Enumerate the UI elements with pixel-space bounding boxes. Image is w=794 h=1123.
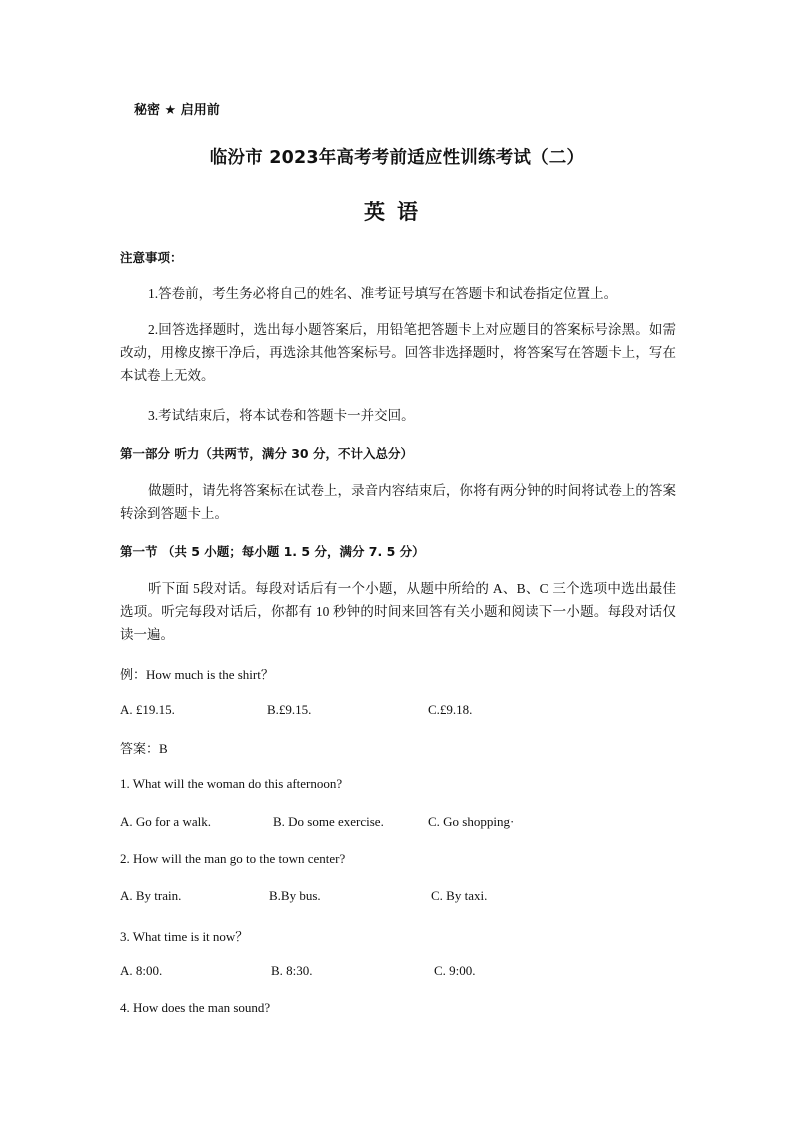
notice-item-2: 2.回答选择题时，选出每小题答案后，用铅笔把答题卡上对应题目的答案标号涂黑。如需改动，用橡皮擦干净后，再选涂其他答案标号。回答非选择题时，将答案写在答题卡上，写在本试卷上无效。: [120, 322, 676, 383]
question-1-option-b: B. Do some exercise.: [273, 814, 384, 829]
section1-heading: 第一节 （共 5 小题；每小题 1. 5 分，满分 7. 5 分）: [120, 544, 425, 559]
question-3-option-a: A. 8:00.: [120, 963, 163, 978]
notice-heading: 注意事项：: [120, 250, 183, 265]
question-1: 1. What will the woman do this afternoon?: [120, 776, 343, 791]
section1-instruction: 听下面 5段对话。每段对话后有一个小题，从题中所给的 A、B、C 三个选项中选出最佳选项。听完每段对话后，你都有 10 秒钟的时间来回答有关小题和阅读下一小题。每段对话仅读一遍。: [120, 581, 676, 642]
part1-instruction: 做题时，请先将答案标在试卷上，录音内容结束后，你将有两分钟的时间将试卷上的答案转涂到答题卡上。: [120, 483, 676, 521]
question-2-option-c: C. By taxi.: [431, 888, 488, 903]
question-1-option-c: C. Go shopping·: [428, 814, 515, 829]
part1-heading: 第一部分 听力（共两节，满分 30 分，不计入总分）: [120, 446, 413, 461]
example-question: 例：How much is the shirt？: [120, 667, 274, 682]
question-2-option-b: B.By bus.: [269, 888, 321, 903]
example-option-b: B.£9.15.: [267, 702, 312, 717]
question-2: 2. How will the man go to the town center?: [120, 851, 346, 866]
question-2-option-a: A. By train.: [120, 888, 182, 903]
question-3-option-c: C. 9:00.: [434, 963, 476, 978]
notice-item-1: 1.答卷前，考生务必将自己的姓名、准考证号填写在答题卡和试卷指定位置上。: [148, 286, 618, 301]
example-answer: 答案：B: [120, 741, 168, 756]
question-4: 4. How does the man sound?: [120, 1000, 271, 1015]
notice-item-3: 3.考试结束后，将本试卷和答题卡一并交回。: [148, 408, 415, 423]
confidential-label: 秘密 ★ 启用前: [134, 103, 220, 118]
question-3-option-b: B. 8:30.: [271, 963, 313, 978]
exam-title: 临汾市 2023年高考考前适应性训练考试（二）: [209, 148, 585, 168]
subject-title: 英语: [364, 200, 430, 224]
example-option-c: C.£9.18.: [428, 702, 473, 717]
question-3: 3. What time is it now？: [120, 929, 249, 944]
question-1-option-a: A. Go for a walk.: [120, 814, 211, 829]
example-option-a: A. £19.15.: [120, 702, 175, 717]
